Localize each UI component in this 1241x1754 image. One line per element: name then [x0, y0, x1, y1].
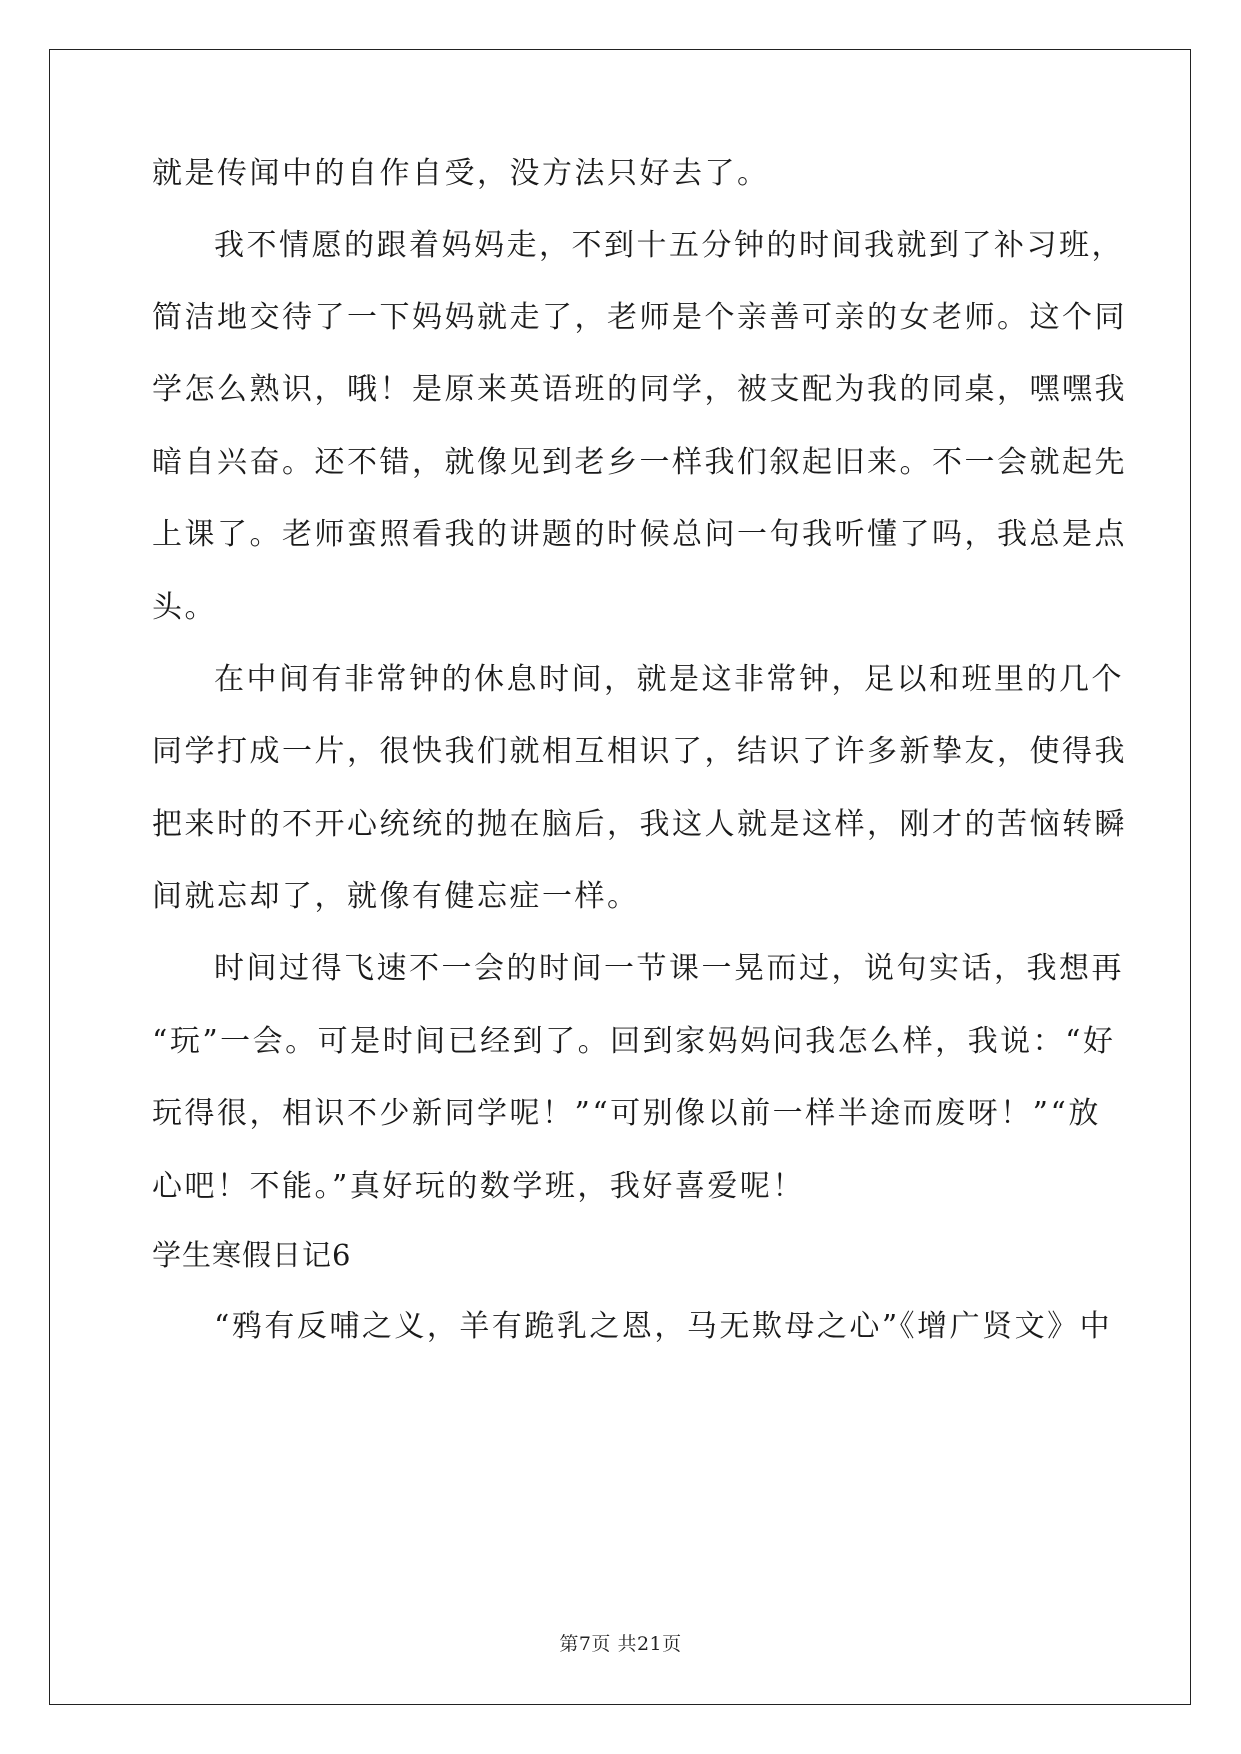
- text-line: 间就忘却了，就像有健忘症一样。: [152, 879, 640, 914]
- text-line: 把来时的不开心统统的抛在脑后，我这人就是这样，刚才的苦恼转瞬: [152, 807, 1127, 842]
- text-line: 就是传闻中的自作自受，没方法只好去了。: [152, 156, 770, 191]
- text-line: 头。: [152, 590, 217, 625]
- text-line: “玩”一会。可是时间已经到了。回到家妈妈问我怎么样，我说：“好: [152, 1024, 1116, 1059]
- paragraph-first-line: 时间过得飞速不一会的时间一节课一晃而过，说句实话，我想再: [214, 951, 1124, 986]
- text-line: 简洁地交待了一下妈妈就走了，老师是个亲善可亲的女老师。这个同: [152, 300, 1127, 335]
- paragraph-first-line: 我不情愿的跟着妈妈走，不到十五分钟的时间我就到了补习班，: [214, 228, 1124, 263]
- paragraph-first-line: 在中间有非常钟的休息时间，就是这非常钟，足以和班里的几个: [214, 662, 1124, 697]
- page-number-footer: 第7页 共21页: [559, 1633, 682, 1655]
- section-heading: 学生寒假日记6: [152, 1238, 352, 1272]
- text-line: 学怎么熟识，哦！是原来英语班的同学，被支配为我的同桌，嘿嘿我: [152, 372, 1127, 407]
- text-line: 暗自兴奋。还不错，就像见到老乡一样我们叙起旧来。不一会就起先: [152, 445, 1127, 480]
- text-line: 同学打成一片，很快我们就相互相识了，结识了许多新挚友，使得我: [152, 734, 1127, 769]
- text-line: 上课了。老师蛮照看我的讲题的时候总问一句我听懂了吗，我总是点: [152, 517, 1127, 552]
- paragraph-first-line: “鸦有反哺之义，羊有跪乳之恩，马无欺母之心”《增广贤文》中: [214, 1309, 1113, 1344]
- text-line: 心吧！不能。”真好玩的数学班，我好喜爱呢！: [152, 1169, 805, 1204]
- text-line: 玩得很，相识不少新同学呢！”“可别像以前一样半途而废呀！”“放: [152, 1096, 1101, 1131]
